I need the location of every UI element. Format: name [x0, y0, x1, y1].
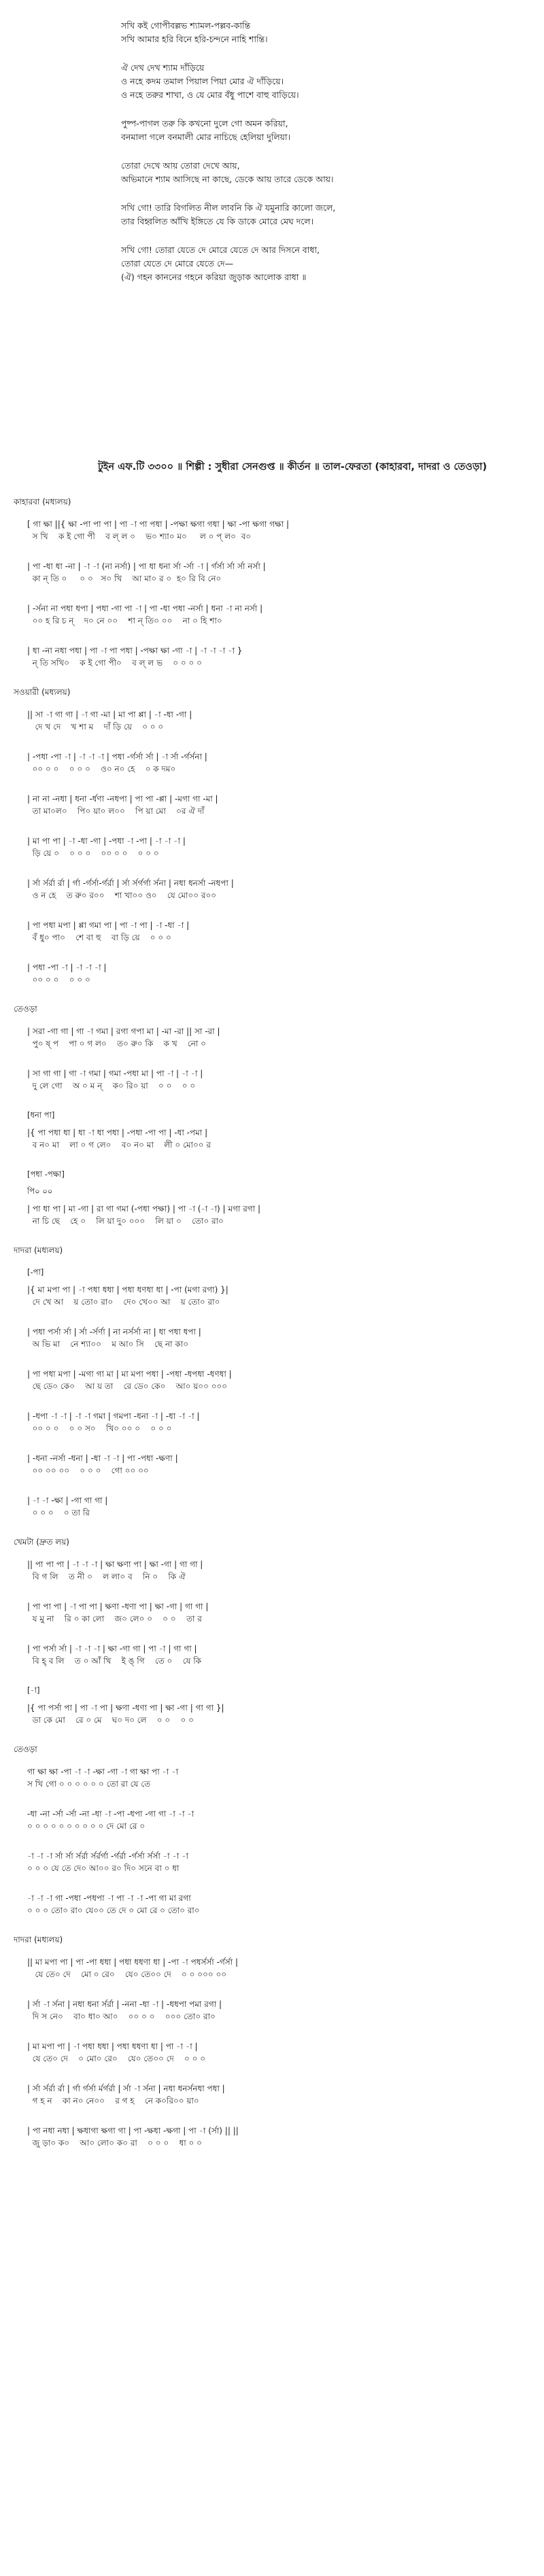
- tala-section: [0, 1245, 544, 1519]
- poem-stanza: [121, 159, 529, 186]
- section-title: সওয়ারী (মধ্যলয়): [14, 687, 71, 697]
- tala-section: [0, 1934, 544, 2149]
- notation-row: [27, 1368, 544, 1392]
- swara-line: | র্সা র্সর্রা র্রা | র্গা র্গর্সা র্মর্গর্রা | র্সা -া র্সনা | নধা ধনর্সনধা পধা |: [27, 2084, 225, 2093]
- swara-line: | -র্সনা না পধা ধপা | পধা -গা পা -া | পা -ধা পধা -নর্সা | ধনা -া না নর্সা |: [27, 604, 263, 613]
- poem-line: তার বিহ্বলিত আঁখি ইঙ্গিতে যে কি ডাকে মোরে মেঘ দলে।: [121, 216, 314, 226]
- poem-stanza: [121, 61, 529, 102]
- lyric-syllable-line: ও ন হে ত রু০ র০০ শা খা০০ ও০ যে মো০০ র০০: [27, 891, 217, 900]
- notation-row: [27, 1326, 544, 1350]
- section-title: তেওড়া: [14, 1745, 37, 1754]
- section-title: তেওড়া: [14, 1004, 37, 1014]
- lyric-syllable-line: যে তে০ দে মো ০ রে০ যে০ তে০০ দে ০ ০ ০০০ ০০: [27, 1970, 227, 1979]
- poem-line: সখি গো! তোরা যেতে দে মোরে যেতে দে আর দিসনে বাধা,: [121, 245, 320, 255]
- lyric-syllable-line: পু০ ষ্ প পা ০ গ ল০ ত০ রু০ কি ক খ নো ০: [27, 1039, 206, 1048]
- lyric-syllable-line: ড়ি য়ে ০ ০ ০ ০ ০০ ০ ০ ০ ০ ০: [27, 848, 159, 858]
- notation-row: [27, 919, 544, 944]
- lyric-syllable-line: ০ ০ ০ তো০ রা০ যে০০ তে দে ০ মো রে ০ তো০ রা০: [27, 1906, 200, 1915]
- poem-stanza: [121, 19, 529, 46]
- poem-line: ঐ দেখ দেখ শ্যাম দাঁড়িয়ে: [121, 63, 205, 73]
- notation-annotation: [পধা -পক্ষা]: [27, 1169, 65, 1179]
- lyric-syllable-line: বি হ্ ব লি ত ০ আঁ খি ই ঙ্ গি তে ০ যে কি: [27, 1656, 202, 1666]
- poem-line: সখি কই গোপীবল্লভ শ্যামল-পল্লব-কান্তি: [121, 20, 251, 31]
- notation-row: [27, 1025, 544, 1050]
- notation-row: [27, 1067, 544, 1092]
- notation-row: [27, 1284, 544, 1308]
- poem-line: ও নহে তরুর শাখা, ও যে মোর বঁধু পাশে বাহু বাড়িয়ে।: [121, 90, 299, 100]
- notation-row: [27, 2082, 544, 2107]
- swara-line: | মা মপা পা | -া পধা ধধা | পধা ধধণা ধা | পা -া -া |: [27, 2042, 198, 2051]
- swara-line: | -া -া -ক্ষা | -গা গা গা |: [27, 1496, 108, 1505]
- notation-sections: [0, 496, 544, 2167]
- lyric-syllable-line: ০০ ০ ০ ০ ০ ০: [27, 975, 90, 984]
- tala-section: [0, 1536, 544, 1726]
- notation-row: [27, 1808, 544, 1832]
- notation-row: [27, 793, 544, 817]
- swara-line: গা ক্ষা ক্ষা -পা -া -া -ক্ষা -গা -া গা ক্ষা পা -া -া: [27, 1767, 179, 1776]
- poem-line: সখি গো! তারি বিগলিত নীল লাবনি কি ঐ যমুনারি কালো জলে,: [121, 203, 336, 213]
- lyric-syllable-line: ডা কে মো রে ০ মে ঘ০ দ০ লে ০ ০ ০ ০: [27, 1715, 194, 1725]
- swara-line: || সা -া গা গা | -া গা -মা | মা পা প্পা | -া -ধা -গা |: [27, 710, 192, 719]
- lyric-syllable-line: ০ ০ ০ যে তে দে০ আ০০ র০ দি০ সনে বা ০ ধা: [27, 1864, 180, 1873]
- notation-row: [27, 1956, 544, 1980]
- section-title: খেমটা (দ্রুত লয়): [14, 1537, 69, 1547]
- poem-stanza: [121, 201, 529, 228]
- swara-line: | পা পধা মপা | -মগা গা মা | মা মপা পধা | -পধা -ধপধা -ধণধা |: [27, 1369, 232, 1379]
- notation-row: [27, 835, 544, 859]
- tala-section: [0, 1744, 544, 1917]
- lyric-syllable-line: ০ ০ ০ ০ ০ ০ ০ ০ ০ ০ দে মো রে ০: [27, 1821, 146, 1831]
- section-title: দাদরা (মধ্যলয়): [14, 1246, 63, 1255]
- notation-row: [27, 1452, 544, 1477]
- lyric-syllable-line: যে তে০ দে ০ মো০ রে০ যে০ তে০০ দে ০ ০ ০: [27, 2054, 206, 2063]
- section-title: দাদরা (মধ্যলয়): [14, 1935, 63, 1944]
- notation-row: [27, 1892, 544, 1917]
- tala-section: [0, 496, 544, 669]
- poem-stanza: [121, 243, 529, 284]
- lyric-syllable-line: অ ভি মা নে শ্যা০০ ম আ০ সি ছে না কা০: [27, 1339, 188, 1349]
- swara-line: | পা পধা মপা | প্পা গমা পা | পা -া পা | -া -ধা -া |: [27, 921, 190, 930]
- swara-line: |{ মা মপা পা | -া পধা ধধা | পধা ধণধা ধা | -পা (মগা রগা) }|: [27, 1285, 228, 1294]
- swara-line: || মা মপা পা | পা -পা ধধা | পধা ধধণা ধা | -পা -া পধর্সর্সা -র্গর্সা |: [27, 1957, 239, 1967]
- poem-line: তোরা যেতে দে মোরে যেতে দে—: [121, 258, 234, 269]
- lyric-syllable-line: স খি গো ০ ০ ০ ০ ০ ০ তো রা যে তে: [27, 1779, 151, 1789]
- lyric-syllable-line: ০০ ০০ ০০ ০ ০ ০ গো ০০ ০০: [27, 1466, 149, 1475]
- swara-line: | না না -নধা | ধনা -র্ধণা -নধপা | পা পা -প্পা | -মগা গা -মা |: [27, 794, 218, 804]
- notation-row: [27, 1203, 544, 1227]
- poem-line: পুষ্প-পাগল তরু কি কখনো দুলে গো অমন করিয়া,: [121, 118, 288, 128]
- lyric-syllable-line: জু ড়া০ ক০ আ০ লো০ ক০ রা ০ ০ ০ ধা ০ ০: [27, 2138, 202, 2148]
- swara-line: | ধা -না নধা পধা | পা -া পা পধা | -পক্ষা ক্ষা -গা -া | -া -া -া -া }: [27, 646, 243, 655]
- lyric-syllable-line: দে খে আ য় তো০ রা০ দে০ খে০০ আ য় তো০ রা০: [27, 1297, 220, 1307]
- lyric-syllable-line: ০০ ০ ০ ০ ০ স০ খি০ ০০ ০ ০ ০ ০: [27, 1424, 172, 1433]
- swara-line: -া -া -া গা -পধা -পধপা -া পা -া -া -পা গা মা রগা: [27, 1893, 191, 1903]
- poem-line: (ঐ) গহন কাননের গহনে করিয়া জুড়াক আলোক রাধা ॥: [121, 272, 307, 282]
- notation-row: [27, 602, 544, 627]
- lyric-syllable-line: দি স নে০ বা০ ধা০ আ০ ০০ ০ ০ ০০০ তো০ রা০: [27, 2012, 216, 2021]
- notation-row: [27, 961, 544, 986]
- swara-line: [ গা ক্ষা ||{ ক্ষা -পা পা পা | পা -া পা পধা | -পক্ষা ক্ষগা গধা | ক্ষা -পা ক্ষগা গক্ষা |: [27, 519, 290, 529]
- swara-line: | পধা -পা -া | -া -া -া |: [27, 963, 107, 972]
- lyric-syllable-line: ব ন০ মা লা ০ গ লে০ ব০ ন০ মা লী ০ মো০০ র: [27, 1140, 211, 1150]
- notation-row: [27, 1702, 544, 1726]
- lyric-syllable-line: দে খ দে খ শা ম দাঁ ড়ি য়ে ০ ০ ০: [27, 722, 164, 732]
- notation-row: [27, 1998, 544, 2023]
- notation-row: [27, 2125, 544, 2149]
- swara-line: | সা গা গা | গা -া গমা | গমা -পধা মা | পা -া | -া -া |: [27, 1069, 203, 1078]
- swara-line: | পা -ধা ধা -না | -া -া (না নর্সা) | পা ধা ধনা র্সা -র্সা -া | র্গর্সা র্সা র্সা নর্সা |: [27, 562, 266, 571]
- notation-row: [27, 751, 544, 775]
- poem-stanza: [121, 117, 529, 144]
- swara-line: -া -া -া র্সা র্সা র্সর্রা র্সর্রর্গা -র্গর্রা -র্গর্সা র্সর্সা -া -া -া: [27, 1851, 188, 1861]
- swara-line: | -ধপা -া -া | -া -া গমা | গমপা -ধনা -া | -ধা -া -া |: [27, 1411, 200, 1421]
- song-heading: টুইন এফ.টি ৩৩০০ ॥ শিল্পী : সুধীরা সেনগুপ্ত ॥ কীর্তন ॥ তাল-ফেরতা (কাহারবা, দাদরা ও তেওড়া): [97, 462, 488, 473]
- lyric-syllable-line: গ হ ন কা ন০ নে০০ র গ হ নে ক০রি০০ য়া০: [27, 2096, 199, 2106]
- notation-row: [27, 1127, 544, 1151]
- lyric-syllable-line: স খি ক ই গো পী ব ল্ ল ০ ভ০ শ্যা০ ম০ ল ০ প্ ল০ ব০: [27, 532, 252, 541]
- tala-section: [0, 1003, 544, 1227]
- notation-annotation: [-পা]: [27, 1267, 44, 1277]
- lyric-syllable-line: ছে ডে০ কে০ আ য় তা রে ডে০ কে০ আ০ য়০০ ০০০: [27, 1381, 228, 1391]
- swara-line: | পা পর্সা র্সা | -া -া -া | ক্ষা -গা গা | পা -া | গা গা |: [27, 1644, 197, 1653]
- poem-line: তোরা দেখে আয় তোরা দেখে আয়,: [121, 160, 240, 171]
- notation-row: [27, 1494, 544, 1519]
- notation-row: [27, 645, 544, 669]
- notation-row: [27, 1410, 544, 1435]
- notation-row: [27, 708, 544, 733]
- lyric-syllable-line: কা ন্ তি ০ ০ ০ স০ খি আ মা০ র ০ হ০ রি বি নে০: [27, 574, 222, 583]
- swara-line: | সরা -গা গা | গা -া গমা | রগা গপা মা | -মা -রা || সা -রা |: [27, 1027, 220, 1036]
- swara-line: | -ধনা -নর্সা -ধনা | -ধা -া -া | পা -পধা -ক্ষণা |: [27, 1454, 178, 1463]
- lyrics-poem: [121, 19, 529, 299]
- poem-line: সখি আমার হরি বিনে হরি-চন্দনে নাহি শান্তি।: [121, 34, 268, 44]
- lyric-syllable-line: ০০ হ রি চ ন্ দ০ নে ০০ শা ন্ তি০ ০০ না ০ হি শা০: [27, 616, 222, 625]
- notation-row: [27, 1766, 544, 1790]
- poem-line: বনমালা গলে বনমালী মোর নাচিছে হেলিয়া দুলিয়া।: [121, 132, 291, 142]
- lyric-syllable-line: দু লে গো অ ০ ম ন্ ক০ রি০ য়া ০ ০ ০ ০: [27, 1081, 196, 1090]
- swara-line: | পধা পর্সা র্সা | র্সা -র্সর্ণা | না নর্সর্সা না | ধা পধা ধপা |: [27, 1327, 201, 1337]
- lyric-syllable-line: বি গ লি ত নী ০ ল লা০ ব নি ০ কি ঐ: [27, 1572, 186, 1581]
- notation-annotation: পি০ ০০: [27, 1186, 53, 1196]
- notation-row: [27, 518, 544, 543]
- swara-line: || পা পা পা | -া -া -া | ক্ষা ক্ষণা পা | ক্ষা -গা | গা গা |: [27, 1560, 203, 1569]
- notation-row: [27, 560, 544, 585]
- swara-line: | পা ধা পা | মা -গা | রা গা গমা (-পধা পক্ষা) | পা -া (-া -া) | মগা রগা |: [27, 1204, 261, 1214]
- poem-line: ও নহে কদম তমাল পিয়াল পিয়া মোর ঐ দাঁড়িয়ে।: [121, 76, 284, 86]
- poem-line: অভিমানে শ্যাম আসিছে না কাছে, ডেকে আয় তারে ডেকে আয়।: [121, 174, 334, 184]
- swara-line: | র্সা -া র্সনা | নধা ধনা র্সর্রা | -ননা -ধা -া | -ধধপা পমা রগা |: [27, 1999, 222, 2009]
- notation-row: [27, 2040, 544, 2065]
- tala-section: [0, 687, 544, 986]
- lyric-syllable-line: বঁ ধু০ পা০ শে বা হু বা ড়ি য়ে ০ ০ ০: [27, 933, 171, 942]
- swara-line: |{ পা পধা ধা | ধা -া ধা পধা | -পধা -পা পা | -ধা -পমা |: [27, 1128, 208, 1137]
- lyric-syllable-line: ন্ তি সখি০ ক ই গো পী০ ব ল্ ল ভ ০ ০ ০ ০: [27, 658, 202, 668]
- notation-row: [27, 1850, 544, 1874]
- lyric-syllable-line: য মু না রি ০ কা লো জ০ লে০ ০ ০ ০ তা র: [27, 1614, 202, 1624]
- notation-annotation: [-া]: [27, 1685, 40, 1695]
- swara-line: | মা পা পা | -া -ধা -গা | -পধা -া -পা | -া -া -া |: [27, 836, 186, 846]
- notation-row: [27, 1600, 544, 1625]
- swara-line: | র্সা র্সর্রা র্রা | র্গা -র্গর্সা-র্গর্রা | র্সা র্সর্গর্গা র্সনা | নধা ধনর্সা -নধপা |: [27, 878, 234, 888]
- lyric-syllable-line: ০০ ০ ০ ০ ০ ০ ও০ ন০ হে ০ ক দম০: [27, 764, 176, 774]
- swara-line: | পা পা পা | -া পা পা | ক্ষণা -ধণা পা | ক্ষা -গা | গা গা |: [27, 1602, 209, 1611]
- lyric-syllable-line: তা মা০ল০ পি০ য়া০ ল০০ পি য়া মো ০র ঐ দাঁ: [27, 806, 205, 816]
- lyric-syllable-line: ০ ০ ০ ০ তা রি: [27, 1508, 90, 1517]
- notation-row: [27, 877, 544, 901]
- notation-row: [27, 1643, 544, 1667]
- section-title: কাহারবা (মধ্যলয়): [14, 497, 71, 506]
- lyric-syllable-line: না চি ছে হে ০ লি য়া দু০ ০০০ লি য়া ০ তো০ রা০: [27, 1216, 224, 1226]
- swara-line: |{ পা পর্সা পা | পা -া পা | ক্ষণা -ধণা পা | ক্ষা -গা | গা গা }|: [27, 1703, 224, 1713]
- notation-annotation: [ধনা পা]: [27, 1110, 55, 1120]
- swara-line: | পা নধা নধা | ক্ষধাগা ক্ষগা গা | পা -ক্ষধা -ক্ষগা | পা -া (র্সা) || ||: [27, 2126, 239, 2135]
- notation-row: [27, 1558, 544, 1583]
- swara-line: | -পধা -পা -া | -া -া -া | পধা -র্গর্সা র্সা | -া র্সা -র্গর্সনা |: [27, 752, 207, 761]
- swara-line: -ধা -না -র্সা -র্সা -না -ধা -া -পা -ধপা -গা গা -া -া -া: [27, 1809, 194, 1819]
